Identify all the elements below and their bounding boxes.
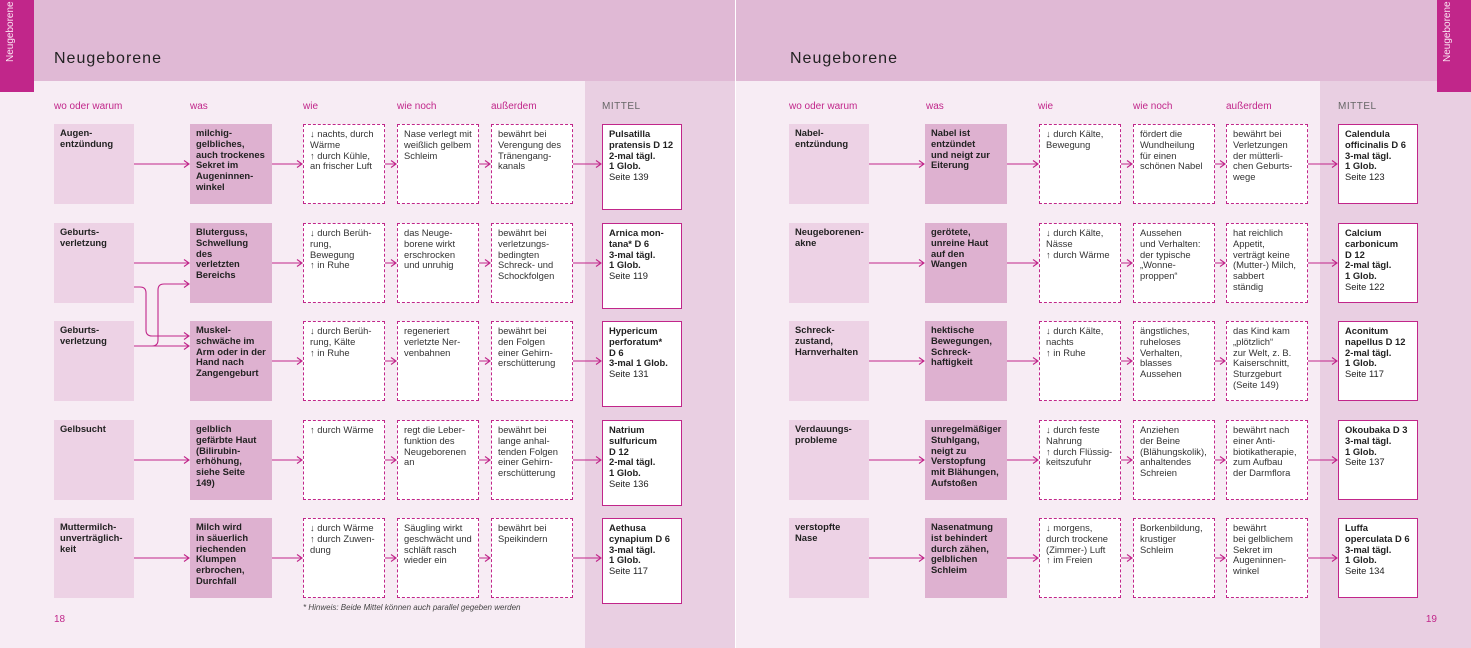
cell-ausserdem: bewährt bei Verletzungen der mütterli- chen Geburts- wege (1226, 124, 1308, 204)
page-title: Neugeborene (790, 50, 898, 67)
page-header (0, 0, 735, 81)
connector-arrow (272, 161, 302, 168)
header-ausserdem: außerdem (491, 101, 537, 112)
chapter-tab-label: Neugeborene (1442, 1, 1453, 62)
cell-wie: ↓ durch Kälte, Bewegung (1039, 124, 1121, 204)
connector-arrow (1121, 457, 1132, 464)
connector-arrow (869, 161, 924, 168)
cell-wie: ↓ durch Wärme ↑ durch Zuwen- dung (303, 518, 385, 598)
remedy-page-ref[interactable]: Seite 119 (609, 270, 648, 282)
cell-wie-noch: fördert die Wundheilung für einen schönen Nabel (1133, 124, 1215, 204)
remedy-name: Luffa operculata D 6 3-mal tägl. 1 Glob. (1345, 522, 1410, 566)
connector-arrow (479, 555, 490, 562)
cell-wo-oder-warum: Nabel- entzündung (789, 124, 869, 204)
cell-ausserdem: bewährt bei verletzungs- bedingten Schreck- und Schockfolgen (491, 223, 573, 303)
connector-arrow (134, 260, 189, 267)
cell-wie: ↓ durch Kälte, Nässe ↑ durch Wärme (1039, 223, 1121, 303)
cell-was: gelblich gefärbte Haut (Bilirubin- erhöhung, siehe Seite 149) (190, 420, 272, 500)
header-wie-noch: wie noch (397, 101, 437, 112)
remedy-name: Natrium sulfuricum D 12 2-mal tägl. 1 Glob. (609, 424, 657, 479)
cell-was: milchig- gelbliches, auch trockenes Sekret im Augeninnen- winkel (190, 124, 272, 204)
cell-wie: ↑ durch Wärme (303, 420, 385, 500)
cell-wo-oder-warum: Muttermilch- unverträglich- keit (54, 518, 134, 598)
connector-arrow (479, 358, 490, 365)
connector-arrow (134, 287, 189, 340)
chapter-tab[interactable] (1437, 0, 1471, 92)
connector-arrow (385, 260, 396, 267)
remedy-name: Hypericum perforatum* D 6 3-mal 1 Glob. (609, 325, 668, 369)
cell-mittel (602, 321, 682, 407)
connector-arrow (385, 457, 396, 464)
cell-wo-oder-warum: Verdauungs- probleme (789, 420, 869, 500)
cell-wie-noch: Aussehen und Verhalten: der typische „Wonne- proppen“ (1133, 223, 1215, 303)
remedy-name: Calendula officinalis D 6 3-mal tägl. 1 Glob. (1345, 128, 1406, 172)
remedy-name: Aethusa cynapium D 6 3-mal tägl. 1 Glob. (609, 522, 670, 566)
cell-was: Muskel- schwäche im Arm oder in der Hand nach Zangengeburt (190, 321, 272, 401)
connector-arrow (1007, 161, 1038, 168)
connector-arrow (385, 358, 396, 365)
cell-ausserdem: bewährt bei gelblichem Sekret im Augeninnen- winkel (1226, 518, 1308, 598)
cell-wie-noch: regeneriert verletzte Ner- venbahnen (397, 321, 479, 401)
cell-ausserdem: bewährt bei lange anhal- tenden Folgen einer Gehirn- erschütterung (491, 420, 573, 500)
connector-arrow (134, 555, 189, 562)
cell-ausserdem: bewährt nach einer Anti- biotikatherapie, zum Aufbau der Darmflora (1226, 420, 1308, 500)
cell-was: Bluterguss, Schwellung des verletzten Bereichs (190, 223, 272, 303)
connector-arrow (1215, 555, 1225, 562)
cell-wie-noch: das Neuge- borene wirkt erschrocken und unruhig (397, 223, 479, 303)
cell-wie: ↓ durch Kälte, nachts ↑ in Ruhe (1039, 321, 1121, 401)
cell-wie: ↓ nachts, durch Wärme ↑ durch Kühle, an frischer Luft (303, 124, 385, 204)
connector-arrow (1215, 457, 1225, 464)
cell-mittel (602, 518, 682, 604)
cell-wie: ↓ durch Berüh- rung, Bewegung ↑ in Ruhe (303, 223, 385, 303)
connector-arrow (869, 555, 924, 562)
remedy-page-ref[interactable]: Seite 139 (609, 171, 649, 183)
connector-arrow (1215, 358, 1225, 365)
remedy-page-ref[interactable]: Seite 122 (1345, 280, 1385, 292)
cell-was: gerötete, unreine Haut auf den Wangen (925, 223, 1007, 303)
header-mittel: MITTEL (602, 101, 641, 112)
page-title: Neugeborene (54, 50, 162, 67)
header-ausserdem: außerdem (1226, 101, 1272, 112)
header-was: was (926, 101, 944, 112)
cell-wie-noch: ängstliches, ruheloses Verhalten, blasses Aussehen (1133, 321, 1215, 401)
connector-arrow (1215, 161, 1225, 168)
header-wo-oder-warum: wo oder warum (789, 101, 858, 112)
header-mittel: MITTEL (1338, 101, 1377, 112)
connector-arrow (272, 260, 302, 267)
chapter-tab[interactable] (0, 0, 34, 92)
left-page (0, 0, 735, 648)
connector-arrow (1007, 358, 1038, 365)
connector-arrow (479, 457, 490, 464)
cell-mittel (1338, 518, 1418, 598)
cell-mittel (1338, 420, 1418, 500)
cell-wie: ↓ durch feste Nahrung ↑ durch Flüssig- keitszufuhr (1039, 420, 1121, 500)
connector-arrow (385, 555, 396, 562)
cell-mittel (602, 223, 682, 309)
cell-wo-oder-warum: Neugeborenen- akne (789, 223, 869, 303)
cell-wie: ↓ morgens, durch trockene (Zimmer-) Luft ↑ im Freien (1039, 518, 1121, 598)
connector-arrow (869, 260, 924, 267)
connector-arrow (272, 358, 302, 365)
cell-ausserdem: das Kind kam „plötzlich“ zur Welt, z. B. Kaiserschnitt, Sturzgeburt (Seite 149) (1226, 321, 1308, 401)
cell-wie-noch: Säugling wirkt geschwächt und schläft rasch wieder ein (397, 518, 479, 598)
connector-arrow (272, 555, 302, 562)
remedy-page-ref[interactable]: Seite 117 (609, 565, 648, 577)
cell-mittel (1338, 321, 1418, 401)
cell-wo-oder-warum: Gelbsucht (54, 420, 134, 500)
connector-arrow (479, 260, 490, 267)
page-number: 18 (54, 614, 66, 625)
remedy-name: Okoubaka D 3 3-mal tägl. 1 Glob. (1345, 424, 1408, 457)
connector-arrow (134, 457, 189, 464)
cell-wo-oder-warum: Geburts- verletzung (54, 321, 134, 401)
connector-arrow (1121, 260, 1132, 267)
cell-mittel (1338, 223, 1418, 303)
header-wie: wie (1038, 101, 1054, 112)
connector-arrow (385, 161, 396, 168)
connector-arrow (134, 343, 189, 350)
remedy-name: Calcium carbonicum D 12 2-mal tägl. 1 Glob. (1345, 227, 1399, 282)
header-wo-oder-warum: wo oder warum (54, 101, 123, 112)
connector-arrow (134, 161, 189, 168)
connector-arrow (869, 457, 924, 464)
cell-wo-oder-warum: Schreck- zustand, Harnverhalten (789, 321, 869, 401)
connector-arrow (1007, 457, 1038, 464)
remedy-page-ref[interactable]: Seite 136 (609, 477, 649, 489)
page-number: 19 (1425, 614, 1437, 625)
cell-wie-noch: Borkenbildung, krustiger Schleim (1133, 518, 1215, 598)
cell-wie-noch: Nase verlegt mit weißlich gelbem Schleim (397, 124, 479, 204)
cell-ausserdem: hat reichlich Appetit, verträgt keine (Mutter-) Milch, sabbert ständig (1226, 223, 1308, 303)
remedy-name: Pulsatilla pratensis D 12 2-mal tägl. 1 Glob. (609, 128, 674, 172)
cell-wo-oder-warum: verstopfte Nase (789, 518, 869, 598)
cell-ausserdem: bewährt bei Verengung des Tränengang- kanals (491, 124, 573, 204)
cell-mittel (602, 124, 682, 210)
cell-was: Nasenatmung ist behindert durch zähen, gelblichen Schleim (925, 518, 1007, 598)
header-wie: wie (303, 101, 319, 112)
cell-wo-oder-warum: Geburts- verletzung (54, 223, 134, 303)
right-page (736, 0, 1471, 648)
cell-ausserdem: bewährt bei den Folgen einer Gehirn- erschütterung (491, 321, 573, 401)
remedy-page-ref[interactable]: Seite 134 (1345, 565, 1385, 577)
connector-arrow (869, 358, 924, 365)
connector-arrow (272, 457, 302, 464)
remedy-page-ref[interactable]: Seite 137 (1345, 456, 1385, 468)
remedy-name: Aconitum napellus D 12 2-mal tägl. 1 Glob. (1345, 325, 1406, 369)
cell-wie-noch: Anziehen der Beine (Blähungskolik), anhaltendes Schreien (1133, 420, 1215, 500)
cell-wie-noch: regt die Leber- funktion des Neugeborenen an (397, 420, 479, 500)
cell-was: unregelmäßiger Stuhlgang, neigt zu Verstopfung mit Blähungen, Aufstoßen (925, 420, 1007, 500)
remedy-page-ref[interactable]: Seite 131 (609, 368, 649, 380)
connector-arrow (1007, 555, 1038, 562)
header-wie-noch: wie noch (1133, 101, 1173, 112)
connector-arrow (1121, 358, 1132, 365)
connector-arrow (1121, 555, 1132, 562)
cell-was: hektische Bewegungen, Schreck- haftigkeit (925, 321, 1007, 401)
chapter-tab-label: Neugeborene (5, 1, 16, 62)
cell-mittel (602, 420, 682, 506)
cell-was: Nabel ist entzündet und neigt zur Eiterung (925, 124, 1007, 204)
connector-arrow (134, 281, 189, 347)
cell-mittel (1338, 124, 1418, 204)
cell-wie: ↓ durch Berüh- rung, Kälte ↑ in Ruhe (303, 321, 385, 401)
connector-arrow (479, 161, 490, 168)
footnote: * Hinweis: Beide Mittel können auch parallel gegeben werden (303, 603, 521, 612)
remedy-name: Arnica mon- tana* D 6 3-mal tägl. 1 Glob. (609, 227, 664, 271)
cell-wo-oder-warum: Augen- entzündung (54, 124, 134, 204)
cell-ausserdem: bewährt bei Speikindern (491, 518, 573, 598)
connector-arrow (1007, 260, 1038, 267)
connector-arrow (1215, 260, 1225, 267)
remedy-page-ref[interactable]: Seite 123 (1345, 171, 1385, 183)
header-was: was (190, 101, 208, 112)
remedy-page-ref[interactable]: Seite 117 (1345, 368, 1384, 380)
page-header (736, 0, 1471, 81)
connector-arrow (1121, 161, 1132, 168)
cell-was: Milch wird in säuerlich riechenden Klumpen erbrochen, Durchfall (190, 518, 272, 598)
